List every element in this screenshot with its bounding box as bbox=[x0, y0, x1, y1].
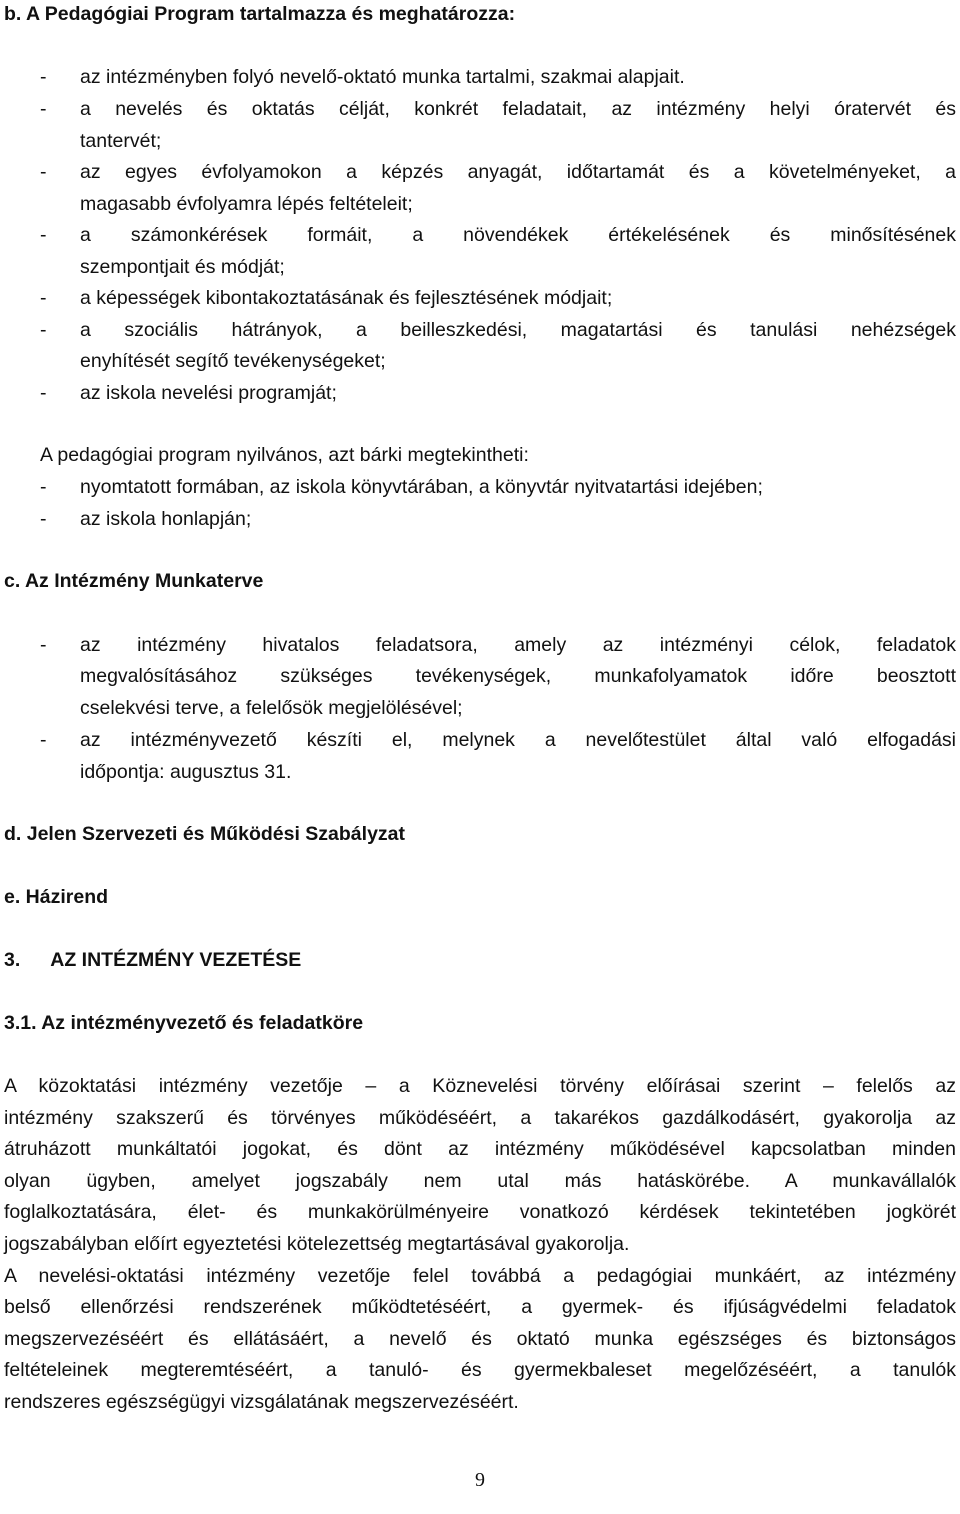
list-item: a szociális hátrányok, a beilleszkedési, magatartási és tanulási nehézségek bbox=[80, 319, 956, 341]
paragraph-line: megszervezéséért és ellátásáért, a nevelő és oktató munka egészséges és biztonságos bbox=[4, 1328, 956, 1350]
public-intro: A pedagógiai program nyilvános, azt bárki megtekintheti: bbox=[40, 444, 529, 466]
list-bullet: - bbox=[40, 476, 47, 498]
list-bullet: - bbox=[40, 161, 47, 183]
section-e-heading: e. Házirend bbox=[4, 886, 109, 908]
paragraph-line: olyan ügyben, amelyet jogszabály nem utal más hatáskörébe. A munkavállalók bbox=[4, 1170, 956, 1192]
list-bullet: - bbox=[40, 382, 47, 404]
list-item: az iskola honlapján; bbox=[80, 508, 252, 530]
page-number: 9 bbox=[475, 1469, 485, 1491]
list-item: nyomtatott formában, az iskola könyvtárában, a könyvtár nyitvatartási idejében; bbox=[80, 476, 763, 498]
paragraph-line: A közoktatási intézmény vezetője – a Köznevelési törvény előírásai szerint – felelős az bbox=[4, 1075, 956, 1097]
section-c-heading: c. Az Intézmény Munkaterve bbox=[4, 570, 264, 592]
list-item: az intézmény hivatalos feladatsora, amely az intézményi célok, feladatok bbox=[80, 634, 956, 656]
list-item: az intézményvezető készíti el, melynek a nevelőtestület által való elfogadási bbox=[80, 729, 956, 751]
list-bullet: - bbox=[40, 98, 47, 120]
list-item-continuation: magasabb évfolyamra lépés feltételeit; bbox=[80, 193, 413, 215]
list-bullet: - bbox=[40, 634, 47, 656]
list-item: az egyes évfolyamokon a képzés anyagát, időtartamát és a követelményeket, a bbox=[80, 161, 956, 183]
list-item-continuation: tantervét; bbox=[80, 130, 162, 152]
section-3-title: AZ INTÉZMÉNY VEZETÉSE bbox=[50, 949, 302, 971]
paragraph-line: átruházott munkáltatói jogokat, és dönt az intézmény működésével kapcsolatban minden bbox=[4, 1138, 956, 1160]
list-item: a számonkérések formáit, a növendékek értékelésének és minősítésének bbox=[80, 224, 956, 246]
section-3-1-heading: 3.1. Az intézményvezető és feladatköre bbox=[4, 1012, 364, 1034]
list-item-continuation: időpontja: augusztus 31. bbox=[80, 761, 292, 783]
section-d-heading: d. Jelen Szervezeti és Működési Szabályzat bbox=[4, 823, 405, 845]
paragraph-line: foglalkoztatására, élet- és munkakörülményeire vonatkozó kérdések tekintetében jogkörét bbox=[4, 1201, 956, 1223]
list-bullet: - bbox=[40, 508, 47, 530]
list-bullet: - bbox=[40, 729, 47, 751]
paragraph-line: jogszabályban előírt egyeztetési kötelezettség megtartásával gyakorolja. bbox=[4, 1233, 630, 1255]
list-item-continuation: cselekvési terve, a felelősök megjelölésével; bbox=[80, 697, 463, 719]
list-item-continuation: szempontjait és módját; bbox=[80, 256, 285, 278]
list-bullet: - bbox=[40, 287, 47, 309]
list-bullet: - bbox=[40, 319, 47, 341]
list-bullet: - bbox=[40, 66, 47, 88]
list-item-continuation: enyhítését segítő tevékenységeket; bbox=[80, 350, 386, 372]
section-3-number: 3. bbox=[4, 949, 21, 971]
paragraph-line: feltételeinek megteremtéséért, a tanuló- és gyermekbaleset megelőzéséért, a tanulók bbox=[4, 1359, 956, 1381]
list-item: az iskola nevelési programját; bbox=[80, 382, 337, 404]
list-item: a nevelés és oktatás célját, konkrét feladatait, az intézmény helyi óratervét és bbox=[80, 98, 956, 120]
section-b-heading: b. A Pedagógiai Program tartalmazza és meghatározza: bbox=[4, 3, 516, 25]
paragraph-line: A nevelési-oktatási intézmény vezetője felel továbbá a pedagógiai munkáért, az intézmény bbox=[4, 1265, 956, 1287]
list-item: a képességek kibontakoztatásának és fejlesztésének módjait; bbox=[80, 287, 613, 309]
list-bullet: - bbox=[40, 224, 47, 246]
list-item: az intézményben folyó nevelő-oktató munka tartalmi, szakmai alapjait. bbox=[80, 66, 685, 88]
section-3-heading bbox=[4, 946, 956, 974]
list-item-continuation: megvalósításához szükséges tevékenységek, munkafolyamatok időre beosztott bbox=[80, 665, 956, 687]
paragraph-line: rendszeres egészségügyi vizsgálatának megszervezéséért. bbox=[4, 1391, 519, 1413]
paragraph-line: intézmény szakszerű és törvényes működéséért, a takarékos gazdálkodásért, gyakorolja az bbox=[4, 1107, 956, 1129]
paragraph-line: belső ellenőrzési rendszerének működtetéséért, a gyermek- és ifjúságvédelmi feladatok bbox=[4, 1296, 956, 1318]
